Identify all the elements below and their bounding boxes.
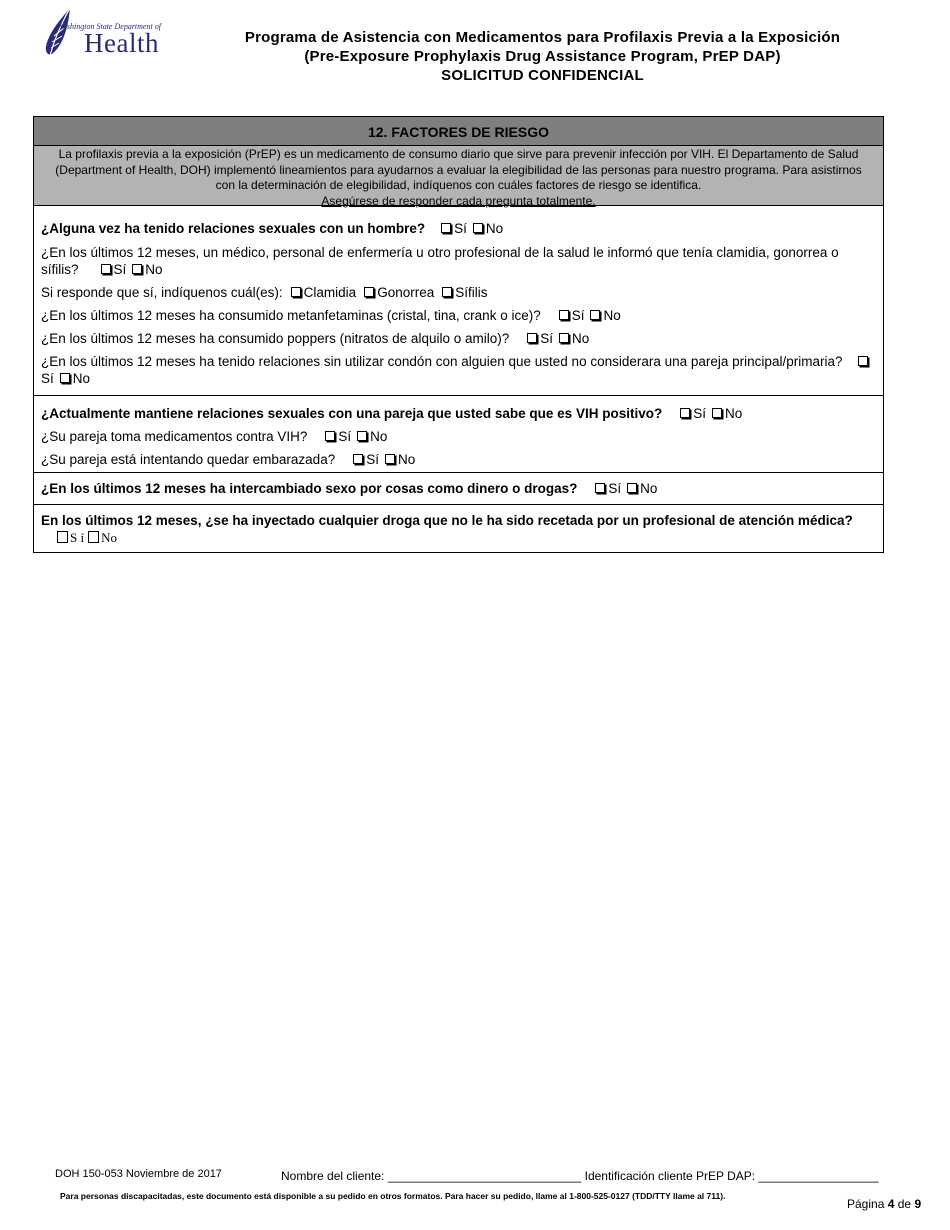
header-line-1: Programa de Asistencia con Medicamentos para Profilaxis Previa a la Exposición xyxy=(244,29,841,46)
yes-checkbox[interactable] xyxy=(441,223,451,233)
logo-big-text: Health xyxy=(84,28,159,58)
no-label: No xyxy=(101,530,117,545)
page-of: de xyxy=(897,1197,912,1211)
page-total: 9 xyxy=(914,1197,922,1211)
yes-label: Sí xyxy=(693,406,706,421)
question-text: ¿En los últimos 12 meses, un médico, personal de enfermería u otro profesional de la salud le informó que tenía clamidia, gonorrea o sífilis? xyxy=(41,245,839,277)
yes-label: S í xyxy=(70,530,85,545)
no-checkbox[interactable] xyxy=(473,223,483,233)
question-hiv-positive-partner xyxy=(34,405,883,422)
no-label: No xyxy=(72,371,91,386)
question-sti-diagnosis xyxy=(34,244,883,278)
yes-label: Sí xyxy=(571,308,585,323)
yes-label: Sí xyxy=(454,221,467,236)
no-label: No xyxy=(397,452,416,467)
yes-label: Sí xyxy=(540,331,554,346)
question-injection-drugs xyxy=(34,512,883,546)
chlamydia-checkbox[interactable] xyxy=(291,287,301,297)
question-methamphetamine xyxy=(34,307,883,324)
yes-label: Sí xyxy=(41,371,54,386)
intro-line-3: con la determinación de elegibilidad, indíquenos con cuáles factores de riesgo se identifica. xyxy=(215,178,702,192)
yes-label: Sí xyxy=(366,452,379,467)
header-line-2: (Pre-Exposure Prophylaxis Drug Assistance Program, PrEP DAP) xyxy=(304,48,781,65)
no-checkbox[interactable] xyxy=(627,483,637,493)
syphilis-checkbox[interactable] xyxy=(442,287,452,297)
page-current: 4 xyxy=(887,1197,895,1211)
question-text: ¿En los últimos 12 meses ha intercambiado sexo por cosas como dinero o drogas? xyxy=(41,481,578,496)
question-condomless-sex xyxy=(34,353,883,387)
logo-small-text: Washington State Department of xyxy=(57,22,161,31)
client-name-field[interactable]: Nombre del cliente: _____________________________ xyxy=(281,1169,582,1183)
doh-logo xyxy=(40,6,170,62)
page-number xyxy=(847,1197,921,1211)
no-label: No xyxy=(640,481,658,496)
question-text: ¿En los últimos 12 meses ha tenido relaciones sin utilizar condón con alguien que usted no considerara una pareja principal/primaria? xyxy=(41,354,843,369)
question-partner-hiv-meds xyxy=(34,428,883,445)
no-label: No xyxy=(485,221,504,236)
question-which-sti xyxy=(34,284,883,301)
question-poppers xyxy=(34,330,883,347)
yes-label: Sí xyxy=(338,429,352,444)
question-partner-pregnancy xyxy=(34,451,883,468)
page-label: Página xyxy=(847,1197,885,1211)
feather-icon xyxy=(40,6,80,58)
client-fields xyxy=(281,1169,879,1183)
question-text: ¿En los últimos 12 meses ha consumido metanfetaminas (cristal, tina, crank o ice)? xyxy=(41,308,541,323)
yes-checkbox[interactable] xyxy=(858,356,868,366)
question-sex-with-man xyxy=(34,220,883,237)
no-checkbox[interactable] xyxy=(88,531,99,543)
no-checkbox[interactable] xyxy=(132,264,142,274)
section-intro xyxy=(34,146,883,206)
no-checkbox[interactable] xyxy=(357,431,367,441)
header-line-3: SOLICITUD CONFIDENCIAL xyxy=(441,67,644,84)
question-text: ¿Actualmente mantiene relaciones sexuales con una pareja que usted sabe que es VIH positivo? xyxy=(41,406,663,421)
question-text: ¿Su pareja está intentando quedar embarazada? xyxy=(41,452,336,467)
intro-line-2: (Department of Health, DOH) implementó lineamientos para ayudarnos a evaluar la elegibilidad de las personas para nuestro programa. Para asistirnos xyxy=(55,162,862,177)
no-label: No xyxy=(724,406,743,421)
chlamydia-label: Clamidia xyxy=(303,285,357,300)
yes-checkbox[interactable] xyxy=(559,310,569,320)
risk-factors-section xyxy=(33,116,884,553)
yes-checkbox[interactable] xyxy=(57,531,68,543)
no-checkbox[interactable] xyxy=(60,373,70,383)
yes-label: Sí xyxy=(608,481,622,496)
question-text: Si responde que sí, indíquenos cuál(es): xyxy=(41,285,283,300)
no-checkbox[interactable] xyxy=(385,454,395,464)
intro-line-4: Asegúrese de responder cada pregunta totalmente. xyxy=(321,193,596,208)
yes-checkbox[interactable] xyxy=(353,454,363,464)
intro-line-1: La profilaxis previa a la exposición (PrEP) es un medicamento de consumo diario que sirve para prevenir infección por VIH. El Departamento de Salud xyxy=(58,147,859,161)
gonorrhea-checkbox[interactable] xyxy=(364,287,374,297)
question-sex-exchange xyxy=(34,480,883,497)
no-label: No xyxy=(370,429,388,444)
accessibility-note: Para personas discapacitadas, este documento está disponible a su pedido en otros formatos. Para hacer su pedido, llame al 1-800-525-0127 (TDD/TTY llame al 711). xyxy=(60,1191,726,1201)
question-text: ¿Alguna vez ha tenido relaciones sexuales con un hombre? xyxy=(41,221,426,236)
no-label: No xyxy=(572,331,590,346)
yes-checkbox[interactable] xyxy=(527,333,537,343)
yes-checkbox[interactable] xyxy=(325,431,335,441)
form-id: DOH 150-053 Noviembre de 2017 xyxy=(55,1168,222,1180)
no-label: No xyxy=(603,308,621,323)
question-text: ¿En los últimos 12 meses ha consumido poppers (nitratos de alquilo o amilo)? xyxy=(41,331,510,346)
no-checkbox[interactable] xyxy=(590,310,600,320)
section-title: 12. FACTORES DE RIESGO xyxy=(34,117,883,146)
yes-checkbox[interactable] xyxy=(680,408,690,418)
no-checkbox[interactable] xyxy=(559,333,569,343)
yes-checkbox[interactable] xyxy=(101,264,111,274)
no-checkbox[interactable] xyxy=(712,408,722,418)
syphilis-label: Sífilis xyxy=(455,285,488,300)
yes-label: Sí xyxy=(113,262,127,277)
page-header xyxy=(205,28,880,85)
question-text: En los últimos 12 meses, ¿se ha inyectado cualquier droga que no le ha sido recetada por un profesional de atención médica? xyxy=(41,513,853,528)
question-text: ¿Su pareja toma medicamentos contra VIH? xyxy=(41,429,308,444)
no-label: No xyxy=(145,262,163,277)
gonorrhea-label: Gonorrea xyxy=(377,285,435,300)
yes-checkbox[interactable] xyxy=(595,483,605,493)
client-id-field[interactable]: Identificación cliente PrEP DAP: __________________ xyxy=(584,1169,879,1183)
